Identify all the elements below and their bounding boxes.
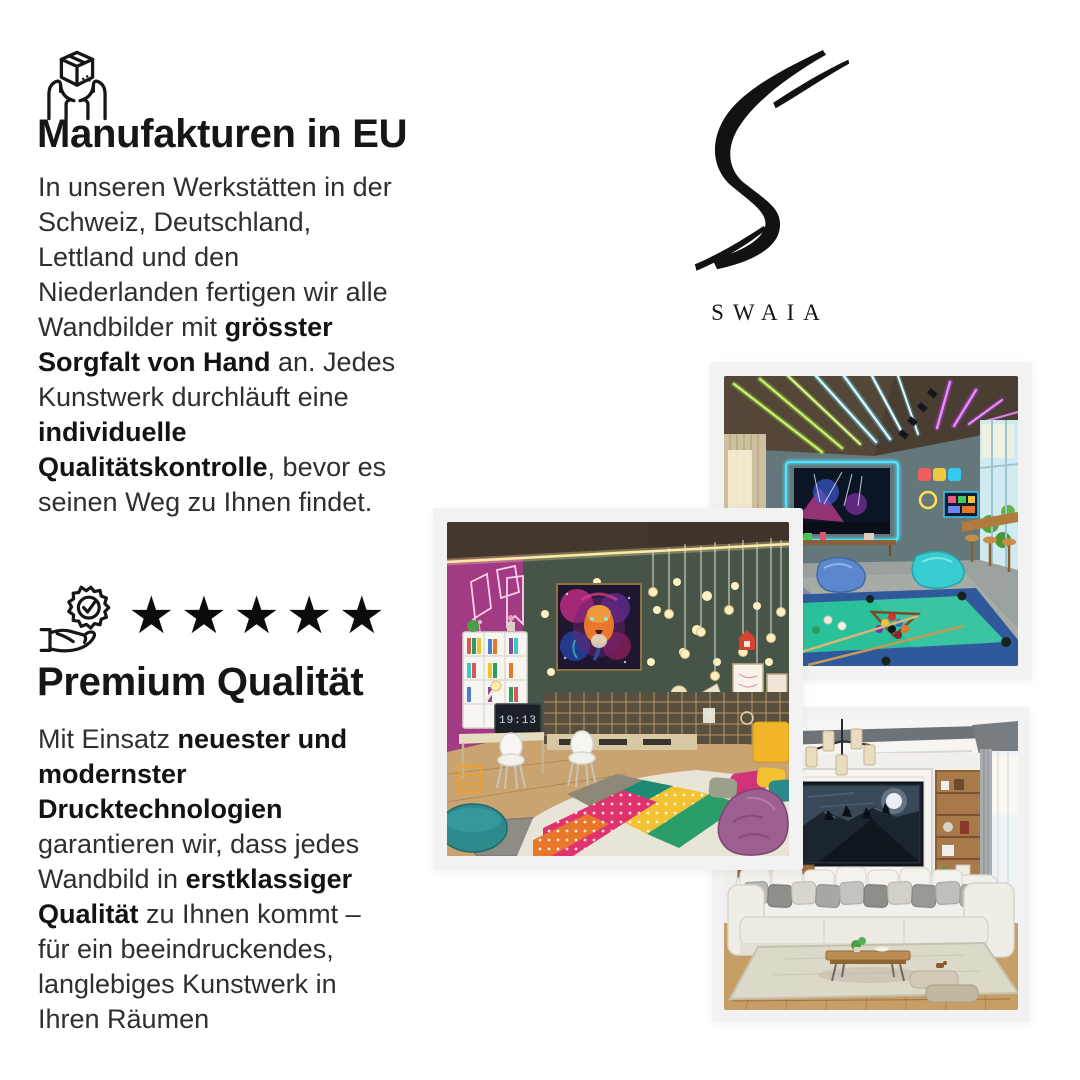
star-icon: ★ bbox=[180, 587, 234, 645]
swaia-s-logo-icon bbox=[690, 48, 850, 292]
wolf-artwork bbox=[798, 783, 922, 865]
quality-heading: Premium Qualität bbox=[37, 660, 364, 704]
hand-with-quality-badge-icon bbox=[36, 580, 120, 660]
drawer-desk bbox=[547, 734, 697, 750]
lion-canvas-artwork bbox=[557, 584, 641, 670]
monitor-clock: 19:13 bbox=[498, 715, 538, 727]
manufacture-heading: Manufakturen in EU bbox=[37, 112, 408, 156]
star-icon: ★ bbox=[128, 587, 181, 645]
yellow-headboard-cushion bbox=[753, 722, 789, 762]
quality-paragraph: Mit Einsatz neuester und modernster Drucktechnologien garantieren wir, dass jedes Wandbild in erstklassiger Qualität zu Ihnen kommt – für ein beeindruckendes, langlebiges Kunstwerk in Ihren Räumen bbox=[38, 724, 361, 1034]
colorful-teen-bedroom-lion-art-photo bbox=[447, 522, 789, 856]
star-icon: ★ bbox=[233, 587, 286, 645]
photo-card-teen-bedroom bbox=[433, 508, 803, 870]
manufacture-paragraph: In unseren Werkstätten in der Schweiz, Deutschland, Lettland und den Niederlanden fertigen wir alle Wandbilder mit grösster Sorgfalt von Hand an. Jedes Kunstwerk durchläuft eine individuelle Qualitätskontrolle, bevor es seinen Weg zu Ihnen findet. bbox=[38, 172, 396, 517]
right-window bbox=[980, 420, 1018, 570]
star-icon: ★ bbox=[285, 587, 339, 645]
brand-wordmark: SWAIA bbox=[711, 300, 829, 325]
teal-pouf bbox=[447, 804, 507, 852]
star-icon: ★ bbox=[338, 587, 392, 645]
five-star-rating bbox=[128, 587, 392, 645]
